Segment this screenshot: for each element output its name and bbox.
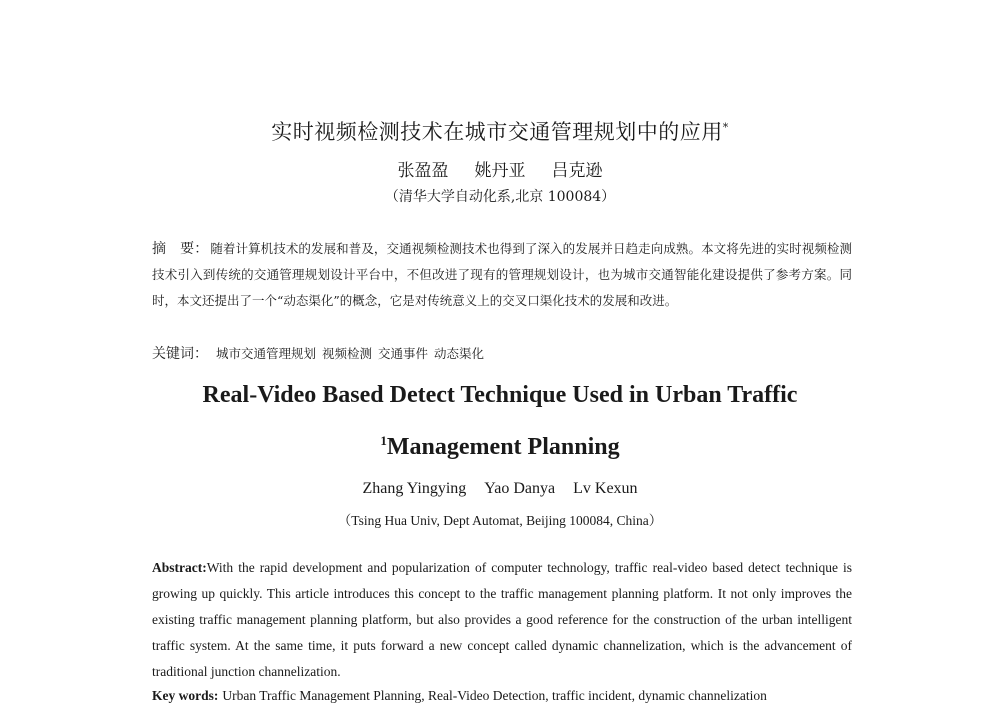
- chinese-author: 张盈盈: [397, 161, 449, 181]
- chinese-title: [0, 116, 1000, 146]
- english-author: Lv Kexun: [573, 480, 638, 497]
- english-abstract: [152, 555, 852, 685]
- chinese-keyword: 视频检测: [322, 346, 373, 361]
- english-keywords: [152, 688, 872, 704]
- chinese-keyword: 城市交通管理规划: [216, 346, 317, 361]
- english-keywords-text: Urban Traffic Management Planning, Real-Video Detection, traffic incident, dynamic channelization: [222, 688, 767, 703]
- chinese-authors: [0, 156, 1000, 181]
- english-affiliation: （Tsing Hua Univ, Dept Automat, Beijing 100084, China）: [337, 513, 663, 528]
- chinese-title-footnote-mark: *: [722, 121, 729, 134]
- chinese-author: 吕克逊: [551, 161, 603, 181]
- chinese-title-text: 实时视频检测技术在城市交通管理规划中的应用: [271, 120, 723, 144]
- chinese-abstract: [152, 236, 852, 314]
- chinese-keywords: [152, 343, 852, 363]
- chinese-affiliation: （清华大学自动化系,北京 100084）: [384, 189, 616, 205]
- english-abstract-label: Abstract:: [152, 560, 207, 575]
- english-authors: [0, 480, 1000, 498]
- chinese-keywords-label: 关键词：: [152, 346, 208, 362]
- chinese-keyword: 动态渠化: [434, 346, 485, 361]
- english-keywords-label: Key words:: [152, 688, 219, 703]
- english-abstract-text: With the rapid development and popularization of computer technology, traffic real-video based detect technique is growing up quickly. This article introduces this concept to the traffic management planning platform. It not only improves the existing traffic management planning platform, but also provides a good reference for the construction of the urban intelligent traffic system. At the same time, it puts forward a new concept called dynamic channelization, which is the advancement of traditional junction channelization.: [152, 560, 852, 679]
- chinese-keyword: 交通事件: [378, 346, 429, 361]
- english-title-footnote-mark: 1: [380, 433, 387, 448]
- english-author: Yao Danya: [484, 480, 556, 497]
- english-title-line-1: Real-Video Based Detect Technique Used in Urban Traffic: [202, 382, 798, 408]
- chinese-author: 姚丹亚: [474, 161, 526, 181]
- chinese-abstract-text: 随着计算机技术的发展和普及，交通视频检测技术也得到了深入的发展并日趋走向成熟。本文将先进的实时视频检测技术引入到传统的交通管理规划设计平台中，不但改进了现有的管理规划设计，也为城市交通智能化建设提供了参考方案。同时，本文还提出了一个“动态渠化”的概念，它是对传统意义上的交叉口渠化技术的发展和改进。: [152, 241, 852, 308]
- english-author: Zhang Yingying: [362, 480, 467, 497]
- english-title-line-2-text: Management Planning: [386, 434, 620, 460]
- chinese-abstract-label: 摘 要：: [152, 241, 209, 257]
- english-title-line-2: [0, 433, 1000, 461]
